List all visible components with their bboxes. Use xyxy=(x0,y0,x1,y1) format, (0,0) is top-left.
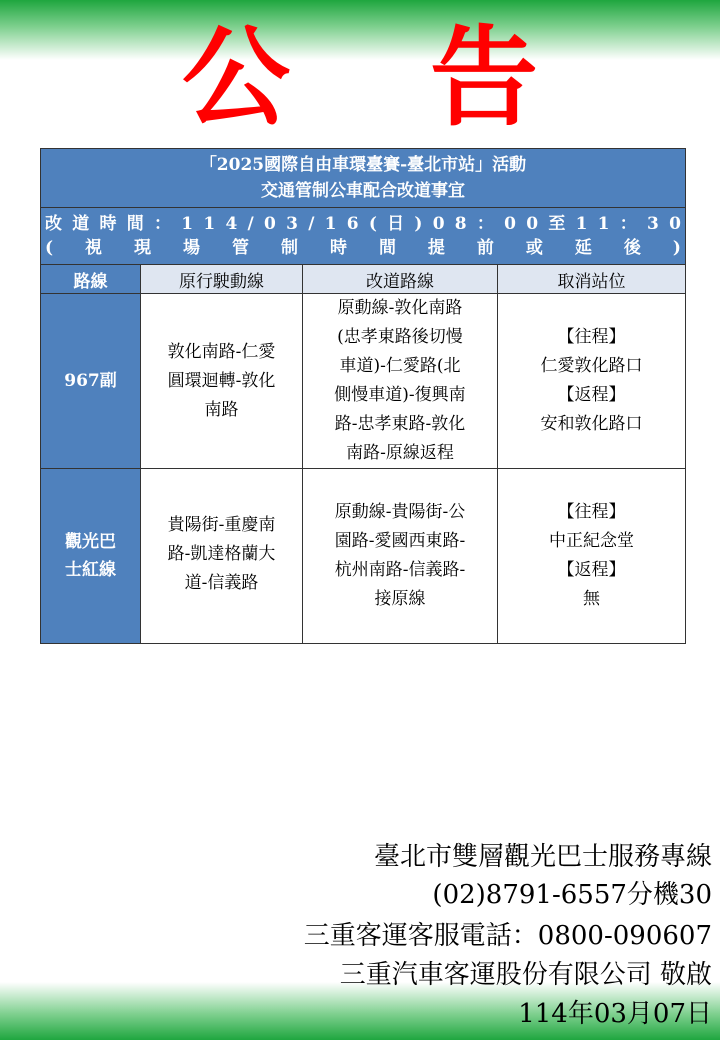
text-line: 南路 xyxy=(204,399,239,420)
time-char: 改 xyxy=(45,214,62,234)
heading-line-1: 「2025國際自由車環臺賽-臺北市站」活動 xyxy=(199,155,527,175)
time-char: 4 xyxy=(225,214,238,234)
text-line: 原動線-貴陽街-公 xyxy=(334,502,466,522)
time-char: ( xyxy=(368,214,377,234)
notice-title xyxy=(0,14,720,144)
time-char: 1 xyxy=(575,214,588,234)
detour-route xyxy=(303,469,498,644)
text-line: 敦化南路-仁愛 xyxy=(167,341,276,362)
text-line: 無 xyxy=(583,589,600,609)
table-row xyxy=(41,294,686,469)
col-header-cancelled: 取消站位 xyxy=(498,265,686,294)
text-line: 【返程】 xyxy=(557,560,626,580)
time-char: 0 xyxy=(669,214,681,234)
time-char: / xyxy=(247,214,254,234)
detour-route xyxy=(303,294,498,469)
detour-time-line-2 xyxy=(45,236,681,260)
col-header-original: 原行駛動線 xyxy=(141,265,303,294)
text-line: 側慢車道)-復興南 xyxy=(334,385,466,405)
text-line: 【往程】 xyxy=(557,502,626,522)
text-line: 原動線-敦化南路 xyxy=(337,298,463,318)
time-char: 1 xyxy=(203,214,216,234)
time-char: 後 xyxy=(623,238,641,258)
heading-line-2: 交通管制公車配合改道事宜 xyxy=(261,181,465,201)
time-char: 1 xyxy=(324,214,337,234)
time-char: 0 xyxy=(264,214,276,234)
time-char: 3 xyxy=(286,214,298,234)
time-char: 1 xyxy=(181,214,194,234)
text-line: 中正紀念堂 xyxy=(549,531,634,551)
time-char: 時 xyxy=(99,214,117,234)
time-char: 1 xyxy=(597,214,610,234)
service-hotline-number: (02)8791-6557分機30 xyxy=(432,880,712,910)
detour-time-line-1 xyxy=(45,212,681,236)
text-line: 園路-愛國西東路- xyxy=(334,531,466,551)
service-hotline-label: 臺北市雙層觀光巴士服務專線 xyxy=(373,842,712,872)
title-char-2: 告 xyxy=(430,16,539,141)
time-char: 時 xyxy=(329,238,347,258)
title-char-1: 公 xyxy=(181,16,290,141)
time-char: ： xyxy=(619,214,637,234)
time-char: 0 xyxy=(504,214,516,234)
time-char: 日 xyxy=(387,214,405,234)
text-line: 接原線 xyxy=(374,589,426,609)
cancelled-stops xyxy=(498,294,686,469)
time-char: 至 xyxy=(548,214,566,234)
time-char: 0 xyxy=(432,214,445,234)
original-route xyxy=(141,294,303,469)
time-char: 0 xyxy=(526,214,539,234)
time-char: ( xyxy=(45,238,54,258)
text-line: (忠孝東路後切慢 xyxy=(337,327,463,347)
text-line: 杭州南路-信義路- xyxy=(334,560,466,580)
route-name xyxy=(41,469,141,644)
time-char: 前 xyxy=(476,238,494,258)
col-header-route: 路線 xyxy=(41,265,141,294)
text-line: 車道)-仁愛路(北 xyxy=(339,356,461,376)
time-char: 或 xyxy=(525,238,543,258)
text-line: 圓環迴轉-敦化 xyxy=(167,370,276,391)
time-char: ： xyxy=(476,214,494,234)
text-line: 路-凱達格蘭大 xyxy=(167,544,276,564)
text-line: 貴陽街-重慶南 xyxy=(167,515,276,535)
time-char: 道 xyxy=(72,214,90,234)
time-char: 場 xyxy=(183,238,200,258)
text-line: 【往程】 xyxy=(557,327,626,347)
detour-time xyxy=(41,208,686,265)
time-char: 提 xyxy=(427,238,445,258)
customer-service-phone: 三重客運客服電話：0800-090607 xyxy=(303,921,712,951)
table-row xyxy=(41,469,686,644)
time-char: 8 xyxy=(454,214,467,234)
time-char: ： xyxy=(154,214,171,234)
text-line: 【返程】 xyxy=(557,385,626,405)
original-route xyxy=(141,469,303,644)
column-headers xyxy=(41,265,686,294)
company-signature: 三重汽車客運股份有限公司 敬啟 xyxy=(339,960,712,990)
time-char: 3 xyxy=(647,214,659,234)
time-char: / xyxy=(308,214,315,234)
time-char: ) xyxy=(672,238,681,258)
time-char: 制 xyxy=(280,238,298,258)
cancelled-stops xyxy=(498,469,686,644)
text-line: 路-忠孝東路-敦化 xyxy=(334,414,466,434)
time-char: 間 xyxy=(126,214,144,234)
text-line: 仁愛敦化路口 xyxy=(540,356,643,376)
time-char: 管 xyxy=(231,238,249,258)
notice-date: 114年03月07日 xyxy=(518,999,712,1029)
text-line: 道-信義路 xyxy=(184,573,259,593)
col-header-detour: 改道路線 xyxy=(303,265,498,294)
detour-table xyxy=(40,148,686,644)
time-char: ) xyxy=(414,214,423,234)
text-line: 士紅線 xyxy=(65,560,116,580)
text-line: 觀光巴 xyxy=(65,532,116,552)
text-line: 南路-原線返程 xyxy=(346,443,454,463)
route-name: 967副 xyxy=(41,294,141,469)
table-heading xyxy=(41,149,686,208)
time-char: 視 xyxy=(85,238,103,258)
time-char: 間 xyxy=(378,238,396,258)
time-char: 延 xyxy=(574,238,592,258)
time-char: 6 xyxy=(346,214,359,234)
time-char: 現 xyxy=(134,238,152,258)
text-line: 安和敦化路口 xyxy=(540,414,643,434)
